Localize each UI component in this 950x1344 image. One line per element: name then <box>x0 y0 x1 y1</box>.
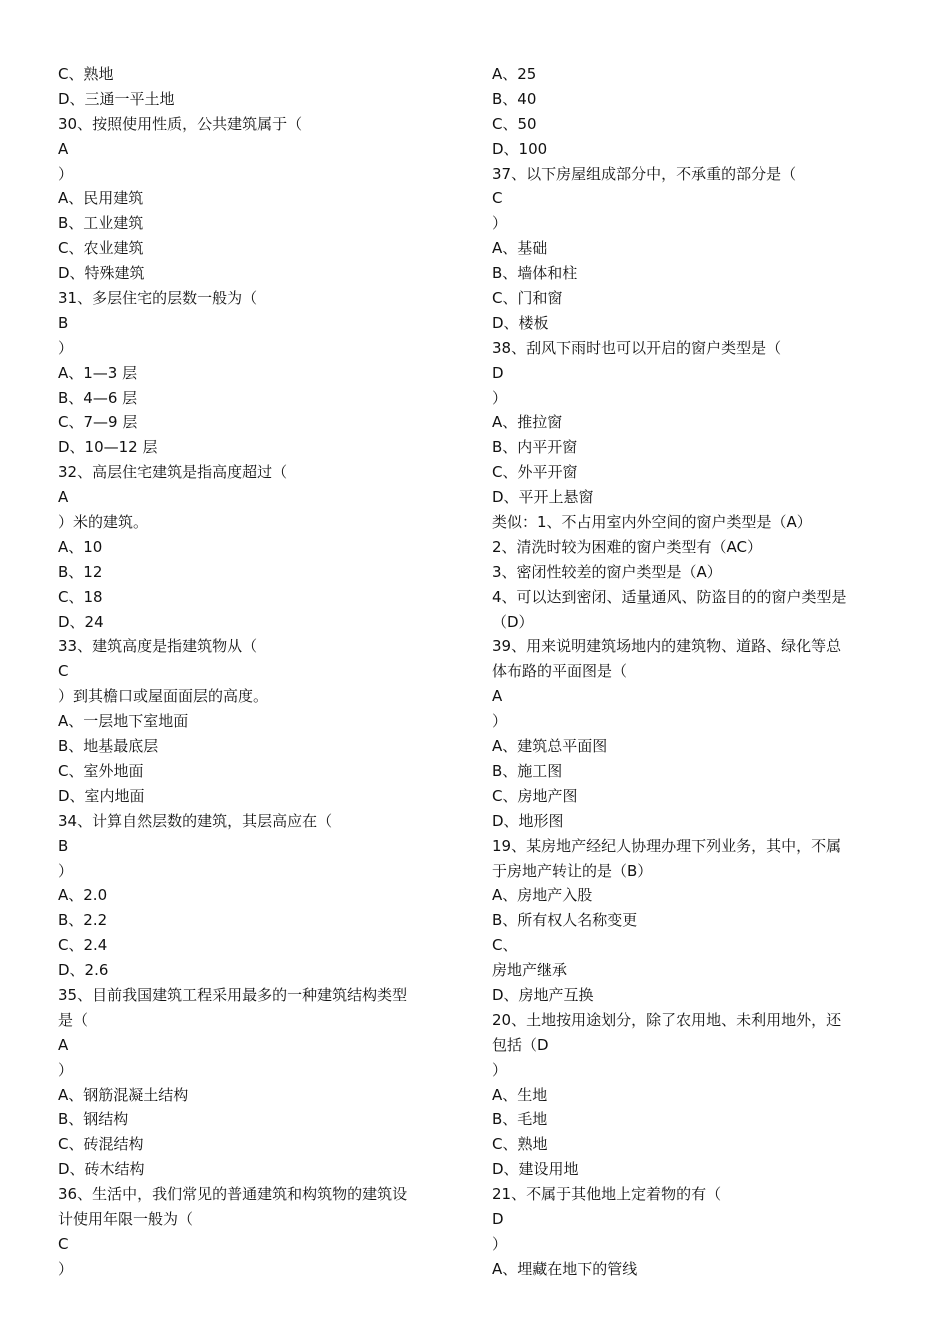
text-line: D <box>492 1209 504 1228</box>
text-line: B、2.2 <box>58 911 108 930</box>
text-line: D、100 <box>492 139 548 158</box>
text-line: B、墙体和柱 <box>492 264 578 283</box>
text-line: 21、不属于其他地上定着物的有（ <box>492 1185 722 1204</box>
text-line: ） <box>492 388 508 407</box>
text-line: ） <box>492 1234 508 1253</box>
text-line: ） <box>58 1060 74 1079</box>
text-line: 30、按照使用性质，公共建筑属于（ <box>58 114 303 133</box>
text-line: B、4—6 层 <box>58 388 138 407</box>
text-line: A、建筑总平面图 <box>492 737 608 756</box>
text-line: A、推拉窗 <box>492 413 563 432</box>
text-line: 37、以下房屋组成部分中，不承重的部分是（ <box>492 164 797 183</box>
text-line: D <box>492 363 504 382</box>
text-line: C、7—9 层 <box>58 413 138 432</box>
text-line: C、熟地 <box>492 1135 548 1154</box>
text-line: ） <box>58 861 74 880</box>
text-line: ） <box>492 1060 508 1079</box>
text-line: A、一层地下室地面 <box>58 712 189 731</box>
text-line: ） <box>58 338 74 357</box>
text-line: B <box>58 313 69 332</box>
text-line: D、房地产互换 <box>492 985 594 1004</box>
text-line: 是（ <box>58 1010 89 1029</box>
right-column <box>492 62 897 1282</box>
text-line: C、 <box>492 936 518 955</box>
text-line: 体布路的平面图是（ <box>492 662 628 681</box>
text-line: D、三通一平土地 <box>58 89 175 108</box>
text-line: 32、高层住宅建筑是指高度超过（ <box>58 463 288 482</box>
text-line: D、室内地面 <box>58 786 145 805</box>
text-line: 于房地产转让的是（B） <box>492 861 653 880</box>
text-line: 3、密闭性较差的窗户类型是（A） <box>492 562 722 581</box>
text-line: D、地形图 <box>492 811 564 830</box>
text-line: 38、刮风下雨时也可以开启的窗户类型是（ <box>492 338 782 357</box>
text-line: A、基础 <box>492 239 548 258</box>
text-line: ）到其檐口或屋面面层的高度。 <box>58 687 269 706</box>
text-line: A、1—3 层 <box>58 363 138 382</box>
text-line: 39、用来说明建筑场地内的建筑物、道路、绿化等总 <box>492 637 842 656</box>
text-line: C、室外地面 <box>58 761 144 780</box>
text-line: ）米的建筑。 <box>58 513 149 532</box>
text-line: D、楼板 <box>492 313 549 332</box>
text-line: A、10 <box>58 537 103 556</box>
text-line: 20、土地按用途划分，除了农用地、未利用地外，还 <box>492 1010 842 1029</box>
text-line: A <box>58 139 69 158</box>
text-line: 4、可以达到密闭、适量通风、防盗目的的窗户类型是 <box>492 587 847 606</box>
text-line: D、砖木结构 <box>58 1160 145 1179</box>
text-line: 31、多层住宅的层数一般为（ <box>58 289 258 308</box>
text-line: C、门和窗 <box>492 289 563 308</box>
text-line: D、特殊建筑 <box>58 264 145 283</box>
left-column <box>58 62 463 1282</box>
text-line: 19、某房地产经纪人协理办理下列业务，其中，不属 <box>492 836 842 855</box>
text-line: C、外平开窗 <box>492 463 578 482</box>
text-line: 34、计算自然层数的建筑，其层高应在（ <box>58 811 333 830</box>
text-line: A <box>58 1035 69 1054</box>
text-line: A、25 <box>492 65 537 83</box>
text-line: 类似：1、不占用室内外空间的窗户类型是（A） <box>492 513 812 532</box>
text-line: C、18 <box>58 587 103 606</box>
text-line: ） <box>58 164 74 183</box>
text-line: A、房地产入股 <box>492 886 593 905</box>
text-line: A <box>492 687 503 706</box>
text-line: 房地产继承 <box>492 961 568 980</box>
text-line: A、埋藏在地下的管线 <box>492 1259 638 1278</box>
text-line: A <box>58 488 69 507</box>
text-line: C、砖混结构 <box>58 1135 144 1154</box>
text-line: B、所有权人名称变更 <box>492 911 638 930</box>
text-line: 33、建筑高度是指建筑物从（ <box>58 637 258 656</box>
text-line: C <box>58 1234 69 1253</box>
text-line: D、2.6 <box>58 961 109 980</box>
text-line: D、10—12 层 <box>58 438 158 457</box>
text-line: 包括（D <box>492 1035 549 1054</box>
text-line: B、施工图 <box>492 761 563 780</box>
text-line: 35、目前我国建筑工程采用最多的一种建筑结构类型 <box>58 985 408 1004</box>
text-line: A、生地 <box>492 1085 548 1104</box>
text-line: C、熟地 <box>58 65 114 83</box>
text-line: B、40 <box>492 89 537 108</box>
text-line: C、50 <box>492 114 537 133</box>
text-line: A、2.0 <box>58 886 108 905</box>
text-line: B、地基最底层 <box>58 737 159 756</box>
text-line: C、农业建筑 <box>58 239 144 258</box>
text-line: B、工业建筑 <box>58 214 144 233</box>
text-line: C、2.4 <box>58 936 108 955</box>
text-line: 2、清洗时较为困难的窗户类型有（AC） <box>492 537 763 556</box>
text-line: D、建设用地 <box>492 1160 579 1179</box>
text-line: ） <box>492 214 508 233</box>
text-line: ） <box>492 712 508 731</box>
text-line: B、内平开窗 <box>492 438 578 457</box>
text-line: （D） <box>492 612 534 631</box>
text-line: D、平开上悬窗 <box>492 488 594 507</box>
text-line: A、钢筋混凝土结构 <box>58 1085 189 1104</box>
text-line: C <box>492 189 503 208</box>
text-line: C、房地产图 <box>492 786 578 805</box>
text-line: C <box>58 662 69 681</box>
text-line: B、毛地 <box>492 1110 548 1129</box>
text-line: 36、生活中，我们常见的普通建筑和构筑物的建筑设 <box>58 1185 408 1204</box>
text-line: ） <box>58 1259 74 1278</box>
text-line: D、24 <box>58 612 104 631</box>
text-line: B <box>58 836 69 855</box>
text-line: B、12 <box>58 562 103 581</box>
text-line: B、钢结构 <box>58 1110 129 1129</box>
text-line: 计使用年限一般为（ <box>58 1209 194 1228</box>
text-line: A、民用建筑 <box>58 189 144 208</box>
